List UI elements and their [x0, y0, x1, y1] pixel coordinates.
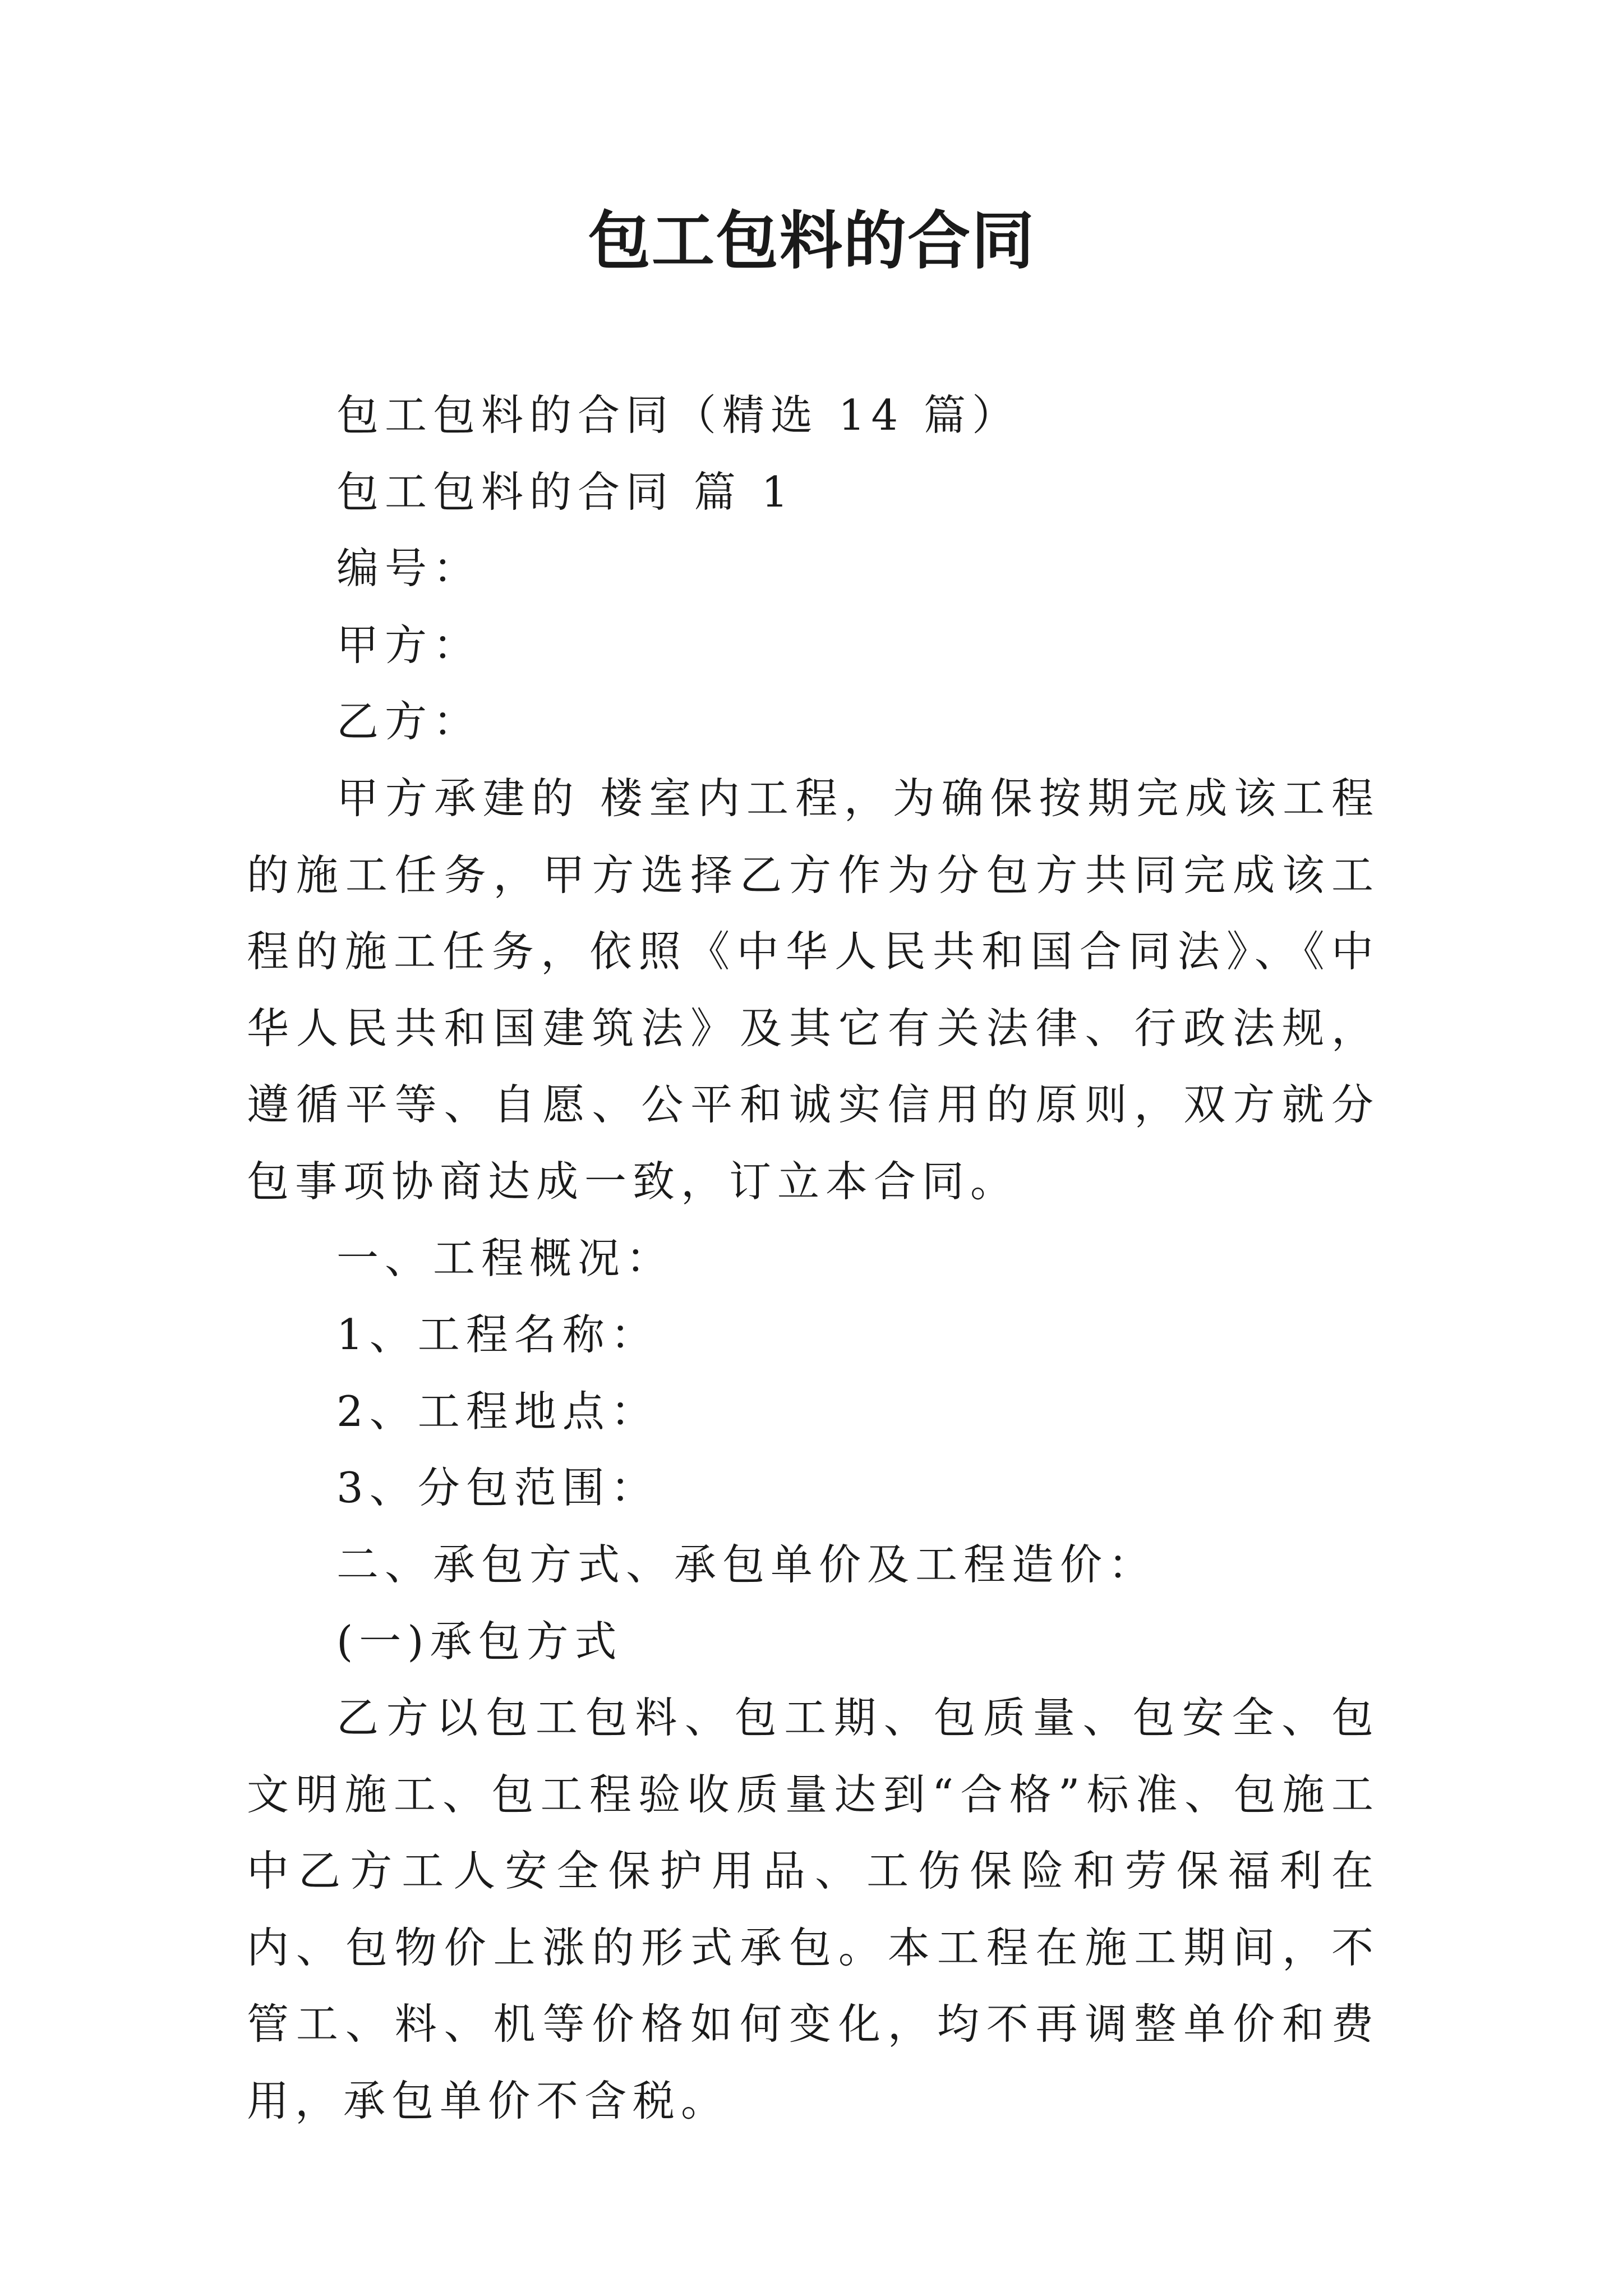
preamble-paragraph: 甲方承建的 楼室内工程，为确保按期完成该工程的施工任务，甲方选择乙方作为分包方共同完成该工程的施工任务，依照《中华人民共和国合同法》、《中华人民共和国建筑法》及其它有关法律、行政法规，遵循平等、自愿、公平和诚实信用的原则，双方就分包事项协商达成一致，订立本合同。: [247, 773, 1380, 1206]
clause-project-location: 2、工程地点：: [336, 1386, 659, 1436]
clause-heading-contract-method: 二、承包方式、承包单价及工程造价：: [336, 1539, 1157, 1589]
clause-project-name: 1、工程名称：: [336, 1310, 659, 1360]
document-title: 包工包料的合同: [588, 204, 1035, 278]
collection-heading: 包工包料的合同（精选 14 篇）: [336, 390, 1021, 440]
document-body: [247, 377, 1380, 2139]
clause-subcontract-scope: 3、分包范围：: [336, 1463, 659, 1513]
party-a-field: 甲方：: [336, 620, 482, 670]
contract-method-paragraph: 乙方以包工包料、包工期、包质量、包安全、包文明施工、包工程验收质量达到“合格”标准、包施工中乙方工人安全保护用品、工伤保险和劳保福利在内、包物价上涨的形式承包。本工程在施工期间，不管工、料、机等价格如何变化，均不再调整单价和费用，承包单价不含税。: [247, 1693, 1380, 2126]
contract-number-field: 编号：: [336, 544, 482, 593]
clause-heading-overview: 一、工程概况：: [336, 1233, 675, 1283]
section-heading: 包工包料的合同 篇 1: [336, 467, 795, 517]
party-b-field: 乙方：: [336, 697, 482, 747]
subclause-heading-method: (一)承包方式: [336, 1616, 623, 1666]
